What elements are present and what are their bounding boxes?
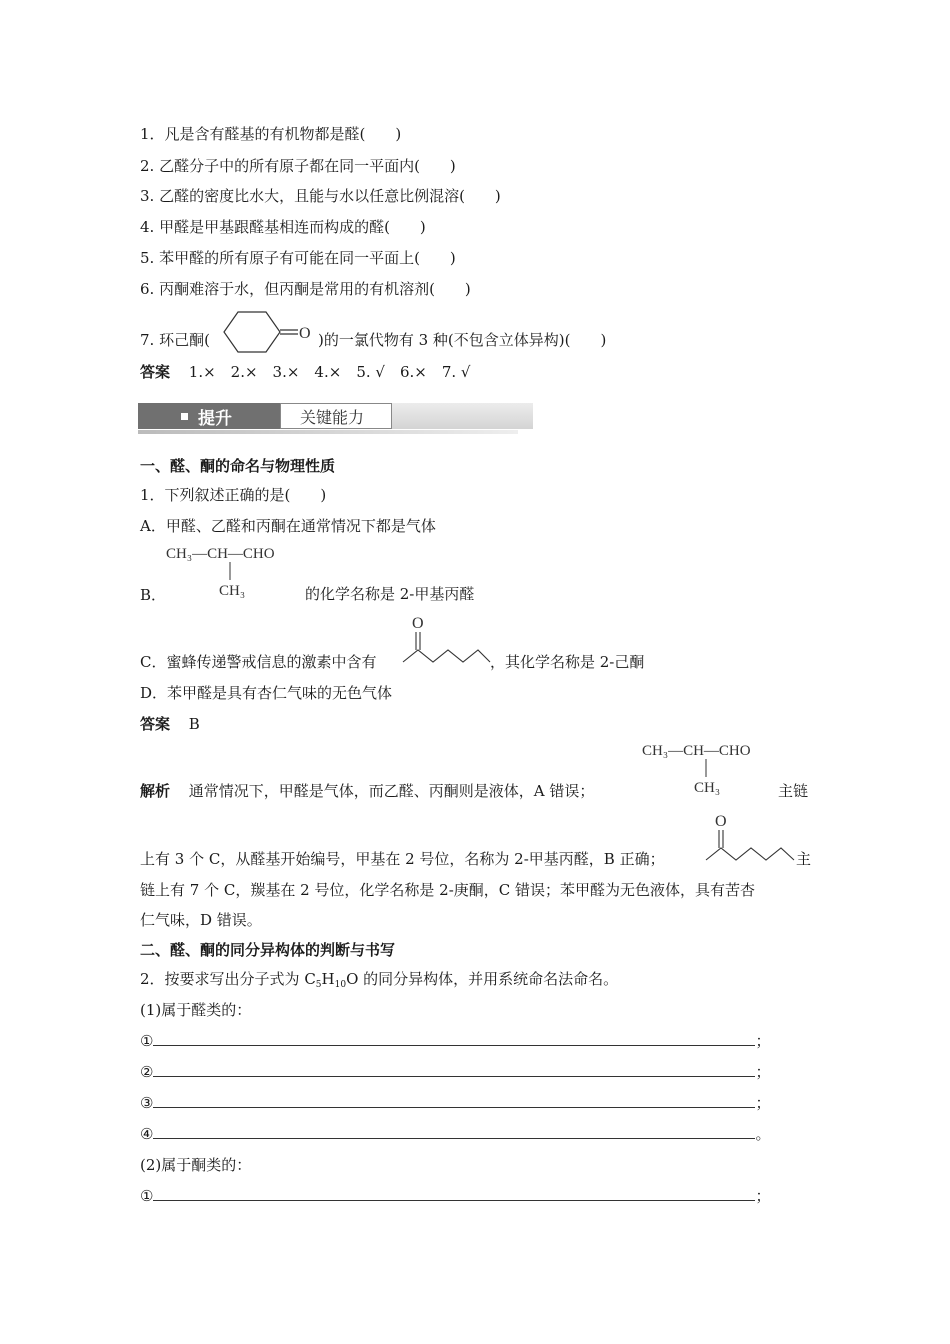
heptanone-skeletal-structure: [704, 808, 796, 868]
answer-row-1: [140, 362, 470, 382]
section-banner: [138, 400, 518, 435]
answer-value-2: B: [188, 715, 200, 733]
option-b-label: B．: [140, 586, 167, 604]
question-1: 1．下列叙述正确的是( ): [140, 486, 327, 504]
option-d: D．苯甲醛是具有杏仁气味的无色气体: [140, 684, 393, 702]
answer-blank[interactable]: [153, 1062, 755, 1077]
judge-item-5: 5. 苯甲醛的所有原子有可能在同一平面上( ): [140, 249, 456, 267]
answer-values: 1.× 2.× 3.× 4.× 5. √ 6.× 7. √: [188, 363, 471, 381]
hexanone-skeletal-structure: [400, 610, 492, 670]
answer-label: 答案: [140, 363, 171, 381]
banner-left-label: 提升: [198, 409, 232, 429]
analysis-line-2: 上有 3 个 C，从醛基开始编号，甲基在 2 号位，名称为 2-甲基丙醛，B 正确；: [140, 850, 665, 868]
analysis-formula-sub: CH₃: [694, 780, 721, 796]
analysis-text-1: 通常情况下，甲醛是气体，而乙醛、丙酮则是液体，A 错误；: [188, 782, 595, 800]
answer-label-2: 答案: [140, 715, 171, 733]
judge-item-1: 1．凡是含有醛基的有机物都是醛( ): [140, 125, 402, 143]
judge-item-3: 3. 乙醛的密度比水大，且能与水以任意比例混溶( ): [140, 187, 501, 205]
question-2: 2．按要求写出分子式为 $C_5H_{10}O$ 的同分异构体，并用系统命名法命名。: [140, 970, 619, 990]
answer-blank-row: ③ ；: [140, 1094, 771, 1112]
heptanone-oxygen: O: [715, 813, 727, 830]
answer-blank[interactable]: [153, 1186, 755, 1201]
option-c-prefix: C．蜜蜂传递警戒信息的激素中含有: [140, 653, 377, 671]
judge-item-7-prefix: 7. 环己酮(: [140, 331, 210, 349]
judge-item-6: 6. 丙酮难溶于水，但丙酮是常用的有机溶剂( ): [140, 280, 471, 298]
judge-item-4: 4. 甲醛是甲基跟醛基相连而构成的醛( ): [140, 218, 426, 236]
answer-blank[interactable]: [153, 1124, 755, 1139]
part-1-label: (1)属于醛类的：: [140, 1001, 252, 1019]
answer-blank[interactable]: [153, 1093, 755, 1108]
banner-right-label: 关键能力: [300, 408, 365, 427]
judge-item-7-suffix: )的一氯代物有 3 种(不包含立体异构)( ): [318, 331, 607, 349]
cyclohexanone-structure: [216, 308, 316, 356]
square-icon: [181, 413, 188, 420]
section1-heading: 一、醛、酮的命名与物理性质: [140, 457, 336, 475]
answer-blank-row: ① ；: [140, 1187, 771, 1205]
answer-row-2: [140, 714, 200, 734]
analysis-formula-main: CH₃—CH—CHO: [642, 743, 751, 759]
option-b-text: 的化学名称是 2-甲基丙醛: [305, 585, 475, 603]
option-b-bond: [228, 562, 232, 582]
answer-blank[interactable]: [153, 1031, 755, 1046]
cyclohexanone-oxygen: O: [299, 325, 311, 342]
option-b-formula-sub: CH₃: [219, 583, 246, 599]
part-2-label: (2)属于酮类的：: [140, 1156, 252, 1174]
judge-item-2: 2. 乙醛分子中的所有原子都在同一平面内( ): [140, 157, 456, 175]
analysis-line-4: 仁气味，D 错误。: [140, 911, 262, 929]
option-c-suffix: ，其化学名称是 2-己酮: [490, 653, 645, 671]
analysis-line-3: 链上有 7 个 C，羰基在 2 号位，化学名称是 2-庚酮，C 错误；苯甲醛为无色液体，具有苦杏: [140, 881, 756, 899]
answer-blank-row: ① ；: [140, 1032, 771, 1050]
answer-blank-row: ② ；: [140, 1063, 771, 1081]
hexanone-oxygen: O: [412, 615, 424, 632]
analysis-bond: [704, 759, 708, 779]
answer-blank-row: ④ 。: [140, 1125, 771, 1143]
analysis-line-2-end: 主: [796, 850, 812, 868]
section2-heading: 二、醛、酮的同分异构体的判断与书写: [140, 941, 396, 959]
analysis-label: 解析: [140, 782, 171, 800]
analysis-line-1-end: 主链: [778, 782, 809, 800]
option-b-formula-main: CH₃—CH—CHO: [166, 546, 275, 562]
analysis-line-1: [140, 781, 594, 801]
option-a: A．甲醛、乙醛和丙酮在通常情况下都是气体: [140, 517, 436, 535]
